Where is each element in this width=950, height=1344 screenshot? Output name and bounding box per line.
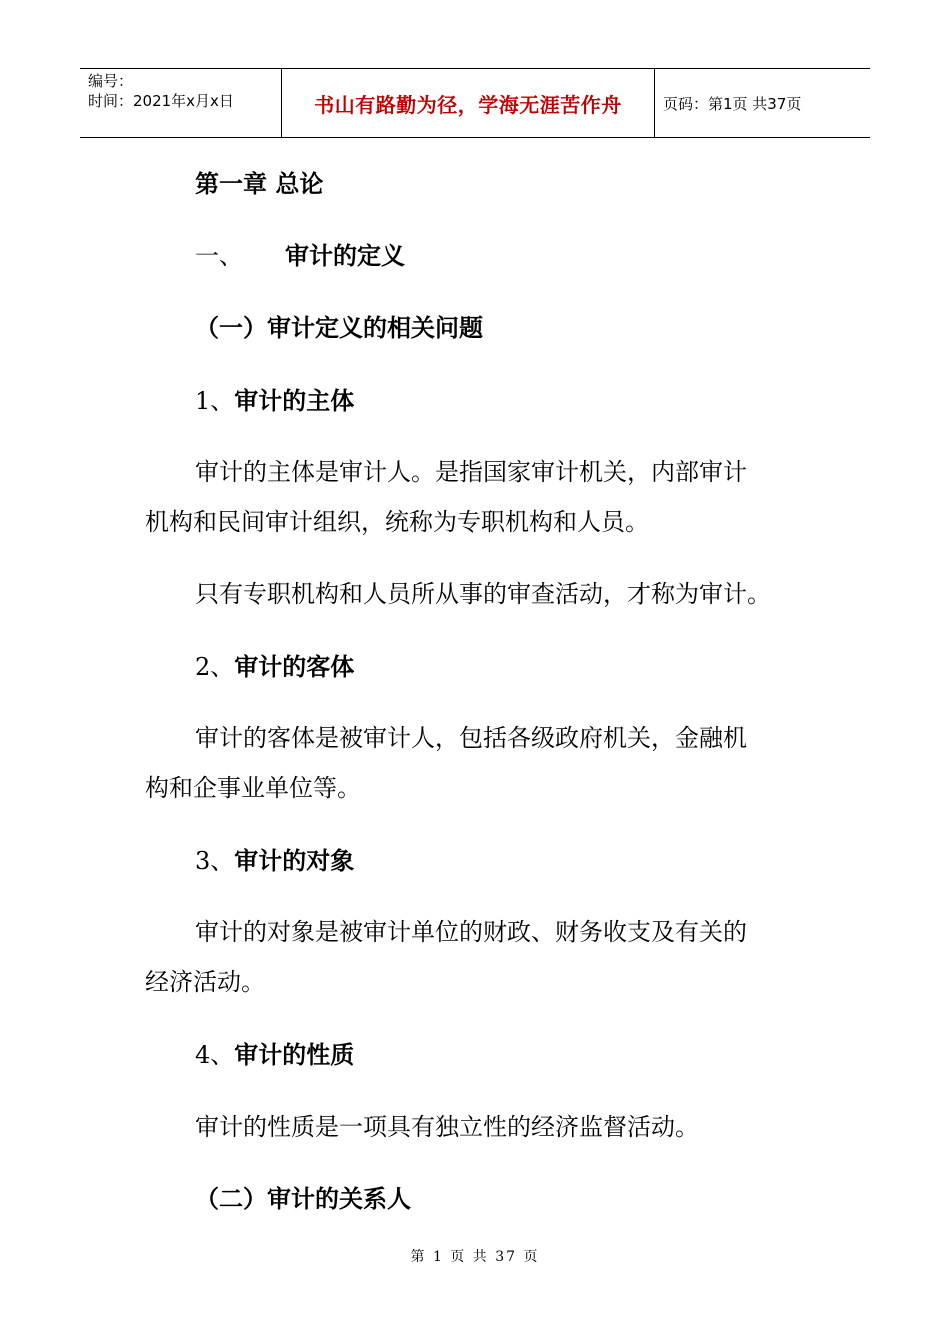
item-heading-4 <box>195 1039 354 1071</box>
item-title: 审计的对象 <box>234 847 355 875</box>
item-heading-3 <box>195 845 354 877</box>
page-header <box>80 68 870 138</box>
paragraph-line: 机构和民间审计组织，统称为专职机构和人员。 <box>145 508 649 536</box>
header-page-cell <box>655 69 870 137</box>
paragraph-line: 经济活动。 <box>145 968 265 996</box>
subsection-heading-1: （一）审计定义的相关问题 <box>195 314 483 342</box>
header-motto-cell <box>282 69 655 137</box>
item-number: 4、 <box>195 1041 235 1069</box>
paragraph-line: 构和企事业单位等。 <box>145 774 361 802</box>
item-title: 审计的性质 <box>234 1041 355 1069</box>
section-title: 审计的定义 <box>285 242 405 270</box>
item-number: 1、 <box>195 387 235 415</box>
paragraph-line: 审计的性质是一项具有独立性的经济监督活动。 <box>195 1113 699 1141</box>
item-title: 审计的主体 <box>234 387 355 415</box>
paragraph-line: 审计的主体是审计人。是指国家审计机关，内部审计 <box>195 458 747 486</box>
document-number-label: 编号： <box>88 72 134 90</box>
item-heading-1 <box>195 385 354 417</box>
paragraph-line: 审计的对象是被审计单位的财政、财务收支及有关的 <box>195 918 747 946</box>
section-number: 一、 <box>195 242 243 270</box>
document-time-label: 时间：2021年x月x日 <box>88 92 234 110</box>
item-heading-2 <box>195 651 354 683</box>
header-meta-cell <box>80 69 282 137</box>
header-page-info: 页码：第1页 共37页 <box>663 94 802 113</box>
item-title: 审计的客体 <box>234 653 355 681</box>
item-number: 2、 <box>195 653 235 681</box>
section-heading-1 <box>195 240 405 272</box>
paragraph-line: 只有专职机构和人员所从事的审查活动，才称为审计。 <box>195 580 771 608</box>
paragraph-line: 审计的客体是被审计人，包括各级政府机关，金融机 <box>195 724 747 752</box>
chapter-title: 第一章 总论 <box>195 170 324 198</box>
page-footer: 第 1 页 共 37 页 <box>410 1249 540 1265</box>
subsection-heading-2: （二）审计的关系人 <box>195 1185 411 1213</box>
item-number: 3、 <box>195 847 235 875</box>
header-motto: 书山有路勤为径，学海无涯苦作舟 <box>314 92 622 117</box>
